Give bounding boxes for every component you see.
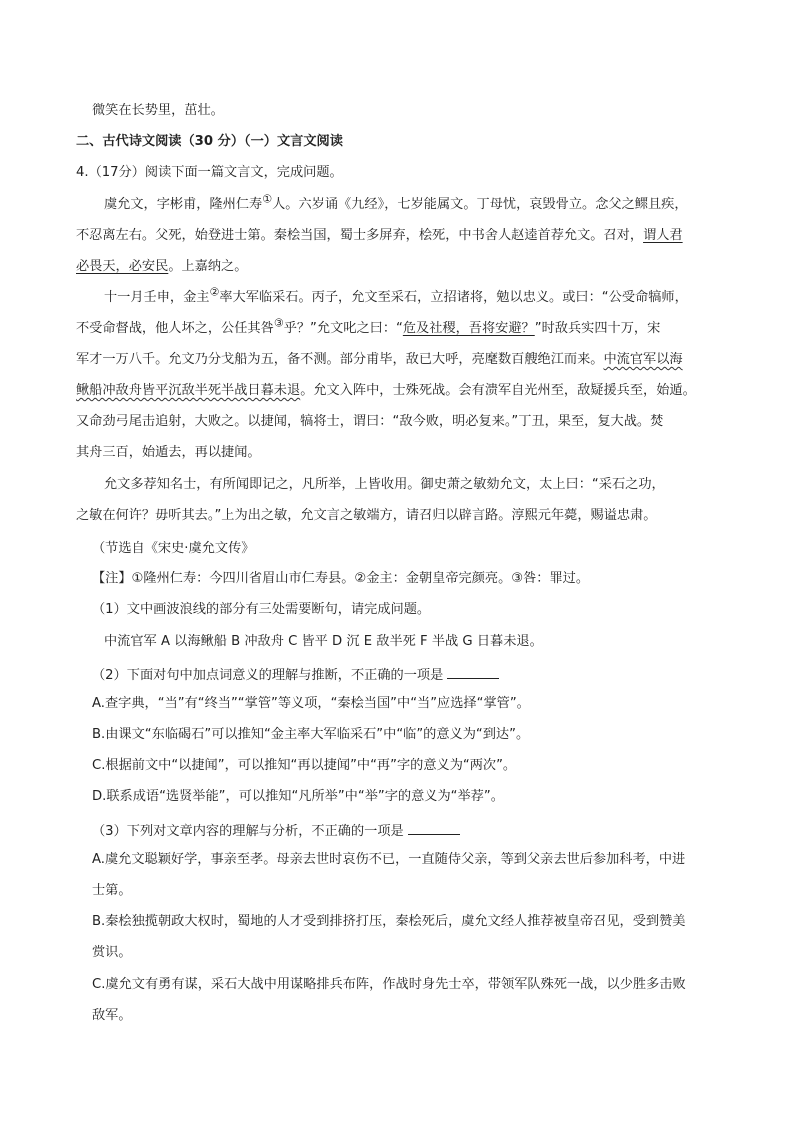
passage-p3-line1: 允文多荐知名士，有所闻即记之，凡所举，上皆收用。御史萧之敏劾允文，太上曰：“采石之功， [104, 477, 665, 492]
underlined-phrase: 危及社稷，吾将安避？ [402, 321, 535, 336]
q2-option-b: B.由课文“东临碣石”可以推知“金主率大军临采石”中“临”的意义为“到达”。 [92, 727, 530, 742]
passage-p3-line2: 之敏在何许？毋听其去。”上为出之敏，允文言之敏端方，请召归以辟言路。淳熙元年薨，赐谥忠肃。 [76, 508, 657, 523]
question-4-heading: 4.（17分）阅读下面一篇文言文，完成问题。 [76, 165, 343, 180]
q2-option-a: A.查字典，“当”有“终当”“掌管”等义项，“秦桧当国”中“当”应选择“掌管”。 [92, 696, 530, 711]
passage-p2-line2: 不受命督战，他人坏之，公任其咎③乎？”允文叱之曰：“危及社稷，吾将安避？”时敌兵实四十万，宋 [76, 316, 661, 336]
passage-p2-line4: 鳅船冲敌舟皆平沉敌半死半战日暮未退。允文入阵中，士殊死战。会有溃军自光州至，敌疑援兵至，始遁。 [76, 383, 696, 398]
q3-prompt: （3）下列对文章内容的理解与分析，不正确的一项是 [92, 820, 752, 841]
note-marker-3: ③ [273, 316, 284, 330]
note-marker-1: ① [262, 192, 273, 206]
q3-option-c-line1: C.虞允文有勇有谋，采石大战中用谋略排兵布阵，作战时身先士卒，带领军队殊死一战，以少胜多击败 [92, 977, 686, 992]
answer-blank[interactable] [447, 664, 499, 679]
passage-p1-line3: 必畏天，必安民。上嘉纳之。 [76, 259, 248, 274]
q3-option-a-line2: 士第。 [92, 883, 132, 898]
q3-option-b-line1: B.秦桧独揽朝政大权时，蜀地的人才受到排挤打压，秦桧死后，虞允文经人推荐被皇帝召见，受到赞美 [92, 914, 686, 929]
passage-p2-line5: 又命劲弓尾击追射，大败之。以捷闻，犒将士，谓曰：“敌今败，明必复来。”丁丑，果至，复大战。焚 [76, 414, 664, 429]
q3-option-c-line2: 敌军。 [92, 1008, 132, 1023]
wavy-underlined-phrase: 中流官军以海 [603, 352, 683, 367]
annotation-notes: 【注】①隆州仁寿：今四川省眉山市仁寿县。②金主：金朝皇帝完颜亮。③咎：罪过。 [92, 571, 590, 586]
note-marker-2: ② [209, 285, 220, 299]
underlined-phrase: 谓人君 [643, 228, 683, 243]
underlined-phrase: 必畏天，必安民 [76, 259, 169, 274]
source-citation: （节选自《宋史·虞允文传》 [92, 541, 255, 556]
q1-sentence: 中流官军 A 以海鳅船 B 冲敌舟 C 皆平 D 沉 E 敌半死 F 半战 G 日暮未退。 [104, 634, 543, 649]
section-header: 二、古代诗文阅读（30 分）（一）文言文阅读 [76, 134, 343, 149]
q2-option-d: D.联系成语“选贤举能”，可以推知“凡所举”中“举”字的意义为“举荐”。 [92, 789, 504, 804]
passage-p1-line2: 不忍离左右。父死，始登进士第。秦桧当国，蜀士多屏弃，桧死，中书舍人赵逵首荐允文。召对，谓人君 [76, 228, 683, 243]
q2-option-c: C.根据前文中“以捷闻”，可以推知“再以捷闻”中“再”字的意义为“两次”。 [92, 758, 517, 773]
passage-p1-line1: 虞允文，字彬甫，隆州仁寿①人。六岁诵《九经》，七岁能属文。丁母忧，哀毁骨立。念父之鳏且疾， [104, 192, 688, 212]
q1-prompt: （1）文中画波浪线的部分有三处需要断句，请完成问题。 [92, 602, 431, 617]
q3-option-b-line2: 赏识。 [92, 945, 132, 960]
passage-p2-line3: 军才一万八千。允文乃分戈船为五，备不测。部分甫毕，敌已大呼，亮麾数百艘绝江而来。中流官军以海 [76, 352, 683, 367]
intro-tail-text: 微笑在长势里，茁壮。 [92, 103, 224, 118]
q3-option-a-line1: A.虞允文聪颖好学，事亲至孝。母亲去世时哀伤不已，一直随侍父亲，等到父亲去世后参加科考，中进 [92, 852, 686, 867]
q2-prompt: （2）下面对句中加点词意义的理解与推断，不正确的一项是 [92, 664, 752, 685]
passage-p2-line6: 其舟三百，始遁去，再以捷闻。 [76, 445, 261, 460]
wavy-underlined-phrase: 鳅船冲敌舟皆平沉敌半死半战日暮未退 [76, 383, 301, 398]
answer-blank[interactable] [408, 820, 460, 835]
passage-p2-line1: 十一月壬申，金主②率大军临采石。丙子，允文至采石，立招诸将，勉以忠义。或曰：“公受命犒师， [104, 285, 688, 305]
